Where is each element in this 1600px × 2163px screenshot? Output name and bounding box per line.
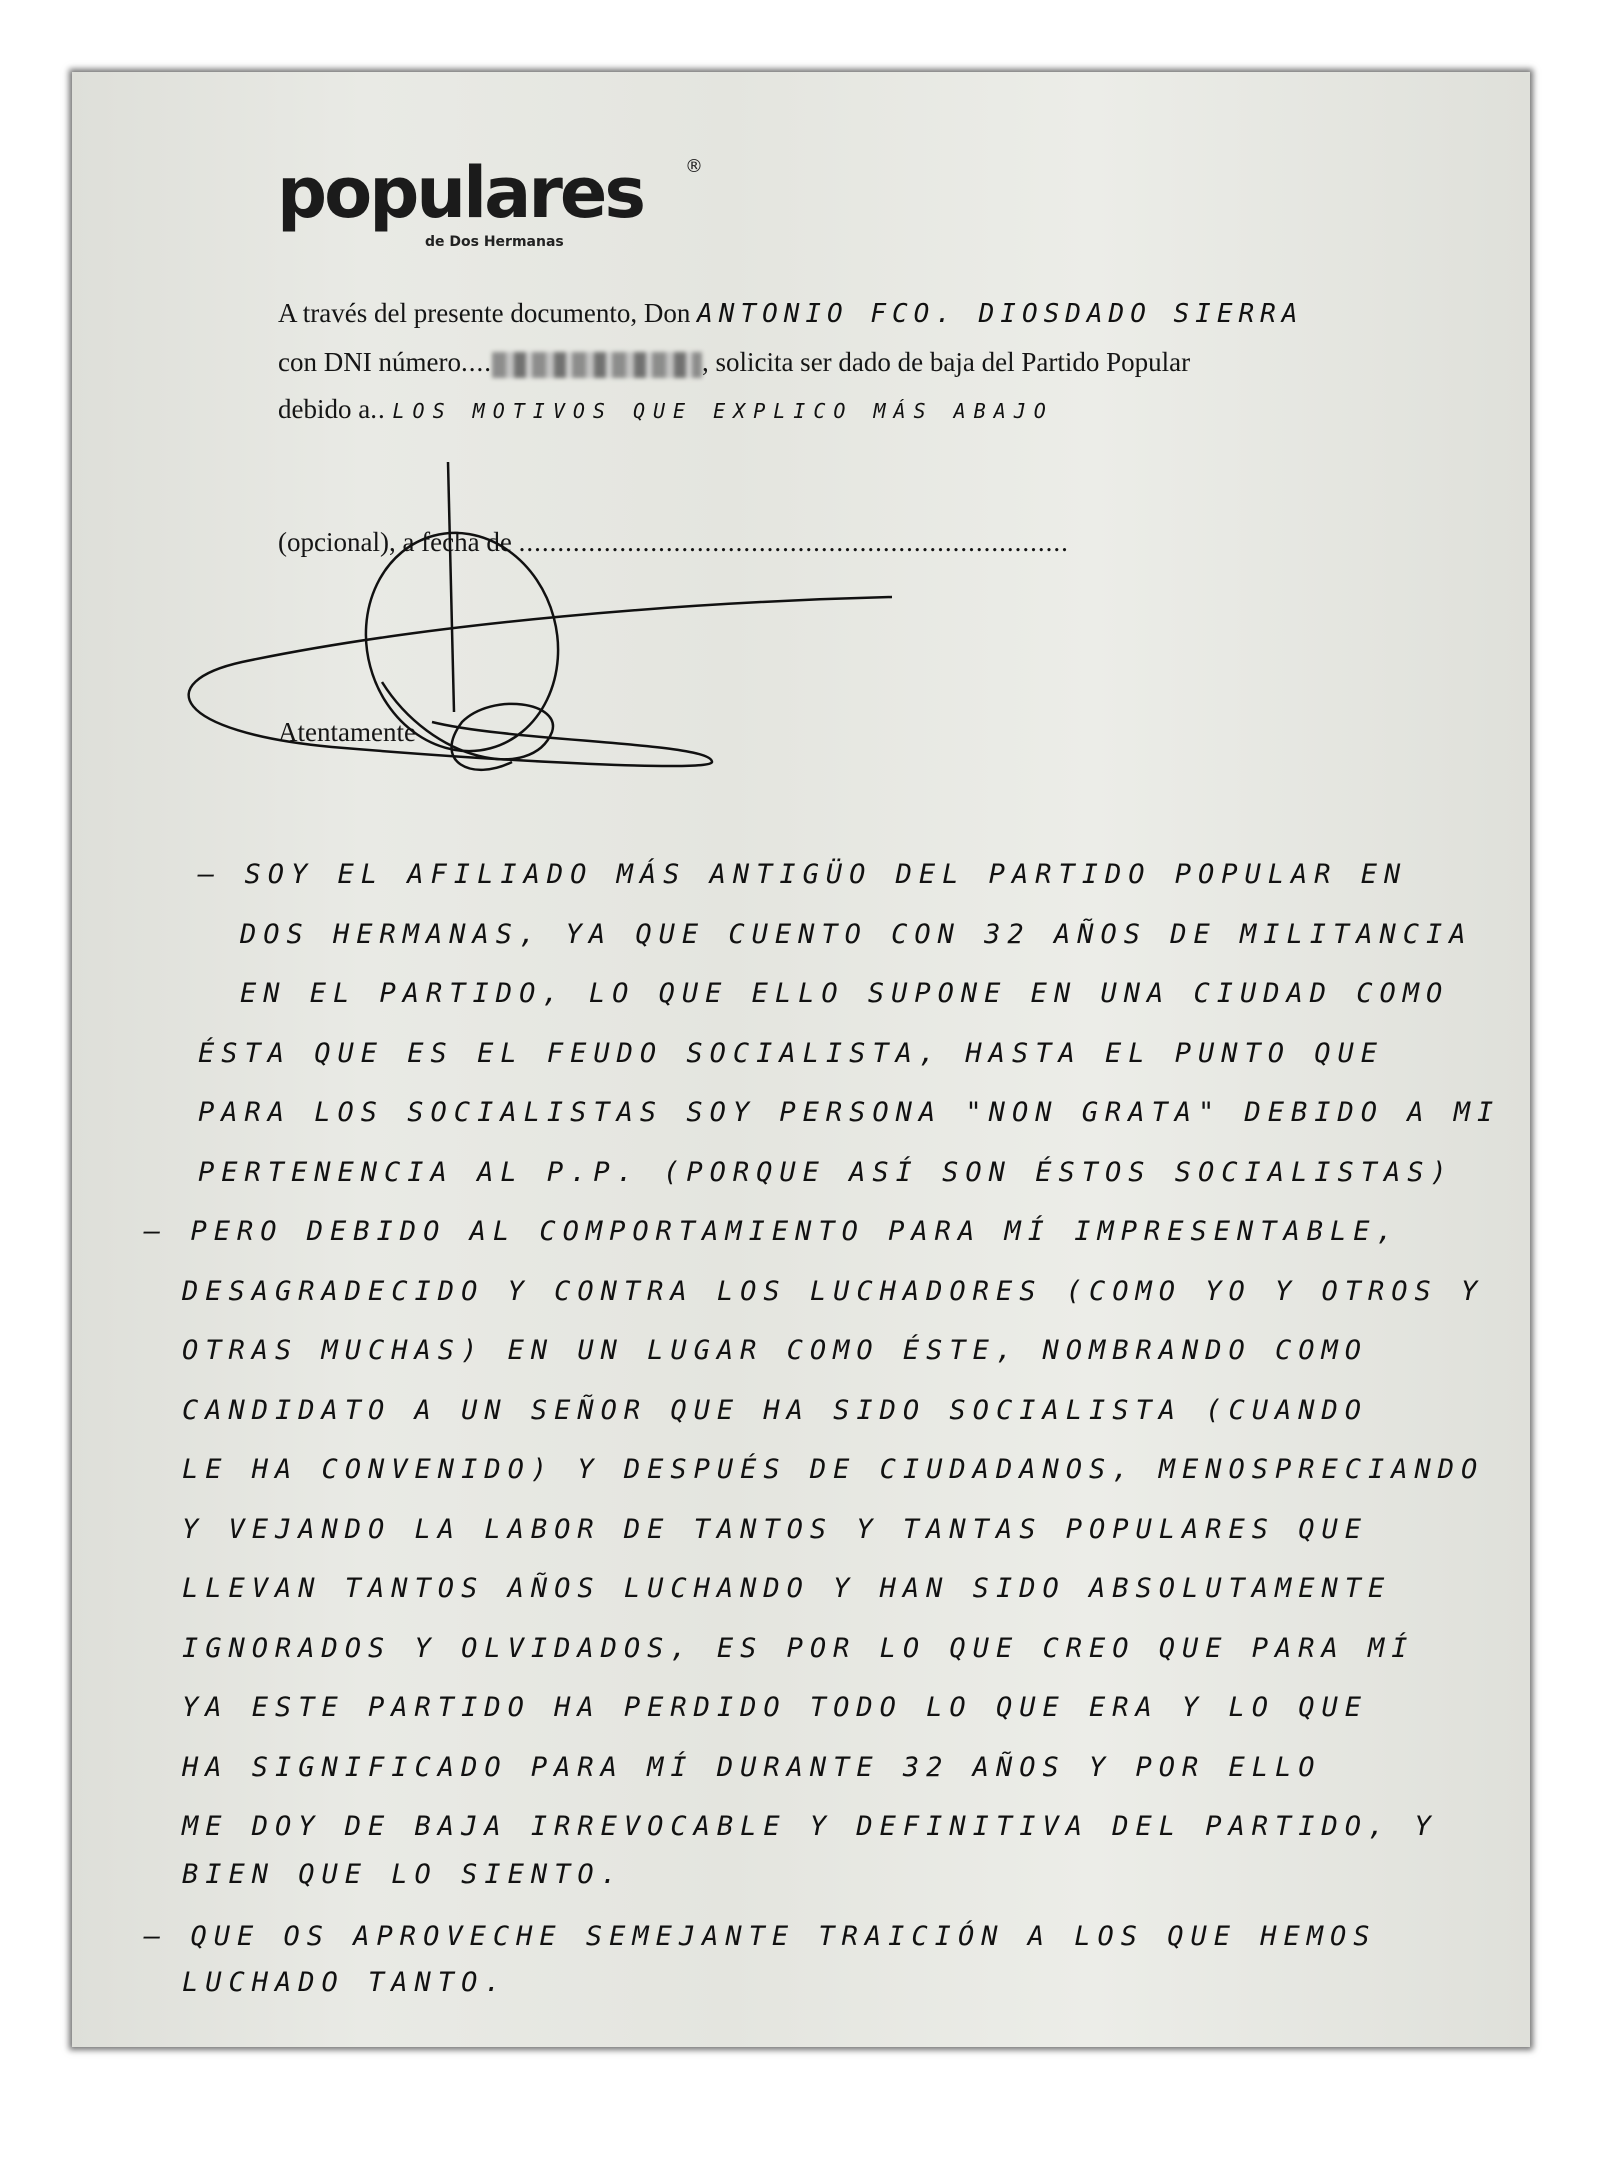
handwritten-line: YA ESTE PARTIDO HA PERDIDO TODO LO QUE ERA Y LO QUE (182, 1692, 1369, 1723)
form-line-name (278, 298, 1303, 329)
handwritten-reason: LOS MOTIVOS QUE EXPLICO MÁS ABAJO (392, 399, 1054, 423)
logo-subtitle: de Dos Hermanas (425, 234, 564, 250)
form-line-dni: con DNI número.... , solicita ser dado de baja del Partido Popular (278, 347, 1191, 377)
form-line-reason: debido a.. LOS MOTIVOS QUE EXPLICO MÁS ABAJO (278, 394, 1054, 424)
handwritten-line: EN EL PARTIDO, LO QUE ELLO SUPONE EN UNA CIUDAD COMO (240, 978, 1450, 1009)
redacted-dni (492, 352, 702, 378)
form-label: (opcional), a fecha de (278, 527, 512, 557)
form-label: con DNI número (278, 347, 461, 377)
handwritten-line: — SOY EL AFILIADO MÁS ANTIGÜO DEL PARTIDO POPULAR EN (198, 859, 1408, 890)
handwritten-line: DOS HERMANAS, YA QUE CUENTO CON 32 AÑOS DE MILITANCIA (240, 919, 1473, 950)
handwritten-line: — PERO DEBIDO AL COMPORTAMIENTO PARA MÍ IMPRESENTABLE, (144, 1216, 1400, 1247)
form-label: , solicita ser dado de baja del Partido Popular (701, 347, 1191, 377)
handwritten-name: ANTONIO FCO. DIOSDADO SIERRA (697, 299, 1304, 329)
handwritten-line: LE HA CONVENIDO) Y DESPUÉS DE CIUDADANOS, MENOSPRECIANDO (182, 1454, 1485, 1485)
logo-wordmark: populares (277, 152, 644, 234)
form-line-date: (opcional), a fecha de ....................................................................... (278, 527, 1069, 557)
handwritten-line: HA SIGNIFICADO PARA MÍ DURANTE 32 AÑOS Y POR ELLO (182, 1752, 1322, 1783)
handwritten-line: — QUE OS APROVECHE SEMEJANTE TRAICIÓN A LOS QUE HEMOS (144, 1921, 1377, 1952)
handwritten-line: CANDIDATO A UN SEÑOR QUE HA SIDO SOCIALISTA (CUANDO (182, 1395, 1369, 1426)
handwritten-line: Y VEJANDO LA LABOR DE TANTOS Y TANTAS POPULARES QUE (182, 1514, 1369, 1545)
handwritten-line: LUCHADO TANTO. (182, 1967, 508, 1998)
registered-mark: ® (685, 156, 703, 177)
handwritten-line: BIEN QUE LO SIENTO. (182, 1859, 624, 1890)
handwritten-line: LLEVAN TANTOS AÑOS LUCHANDO Y HAN SIDO ABSOLUTAMENTE (182, 1573, 1392, 1604)
closing: Atentamente (278, 717, 416, 747)
signature (132, 462, 932, 842)
handwritten-line: ME DOY DE BAJA IRREVOCABLE Y DEFINITIVA DEL PARTIDO, Y (182, 1811, 1438, 1842)
populares-logo (277, 152, 703, 250)
form-label: A través del presente documento, Don (278, 298, 691, 328)
handwritten-line: OTRAS MUCHAS) EN UN LUGAR COMO ÉSTE, NOMBRANDO COMO (182, 1335, 1369, 1366)
handwritten-line: PERTENENCIA AL P.P. (PORQUE ASÍ SON ÉSTOS SOCIALISTAS) (198, 1157, 1454, 1188)
handwritten-line: DESAGRADECIDO Y CONTRA LOS LUCHADORES (COMO YO Y OTROS Y (182, 1276, 1485, 1307)
handwritten-line: ÉSTA QUE ES EL FEUDO SOCIALISTA, HASTA EL PUNTO QUE (198, 1038, 1385, 1069)
handwritten-line: IGNORADOS Y OLVIDADOS, ES POR LO QUE CREO QUE PARA MÍ (182, 1633, 1415, 1664)
handwritten-line: PARA LOS SOCIALISTAS SOY PERSONA "NON GRATA" DEBIDO A MI (198, 1097, 1501, 1128)
letter-paper (72, 72, 1530, 2047)
form-label: debido a (278, 394, 371, 424)
